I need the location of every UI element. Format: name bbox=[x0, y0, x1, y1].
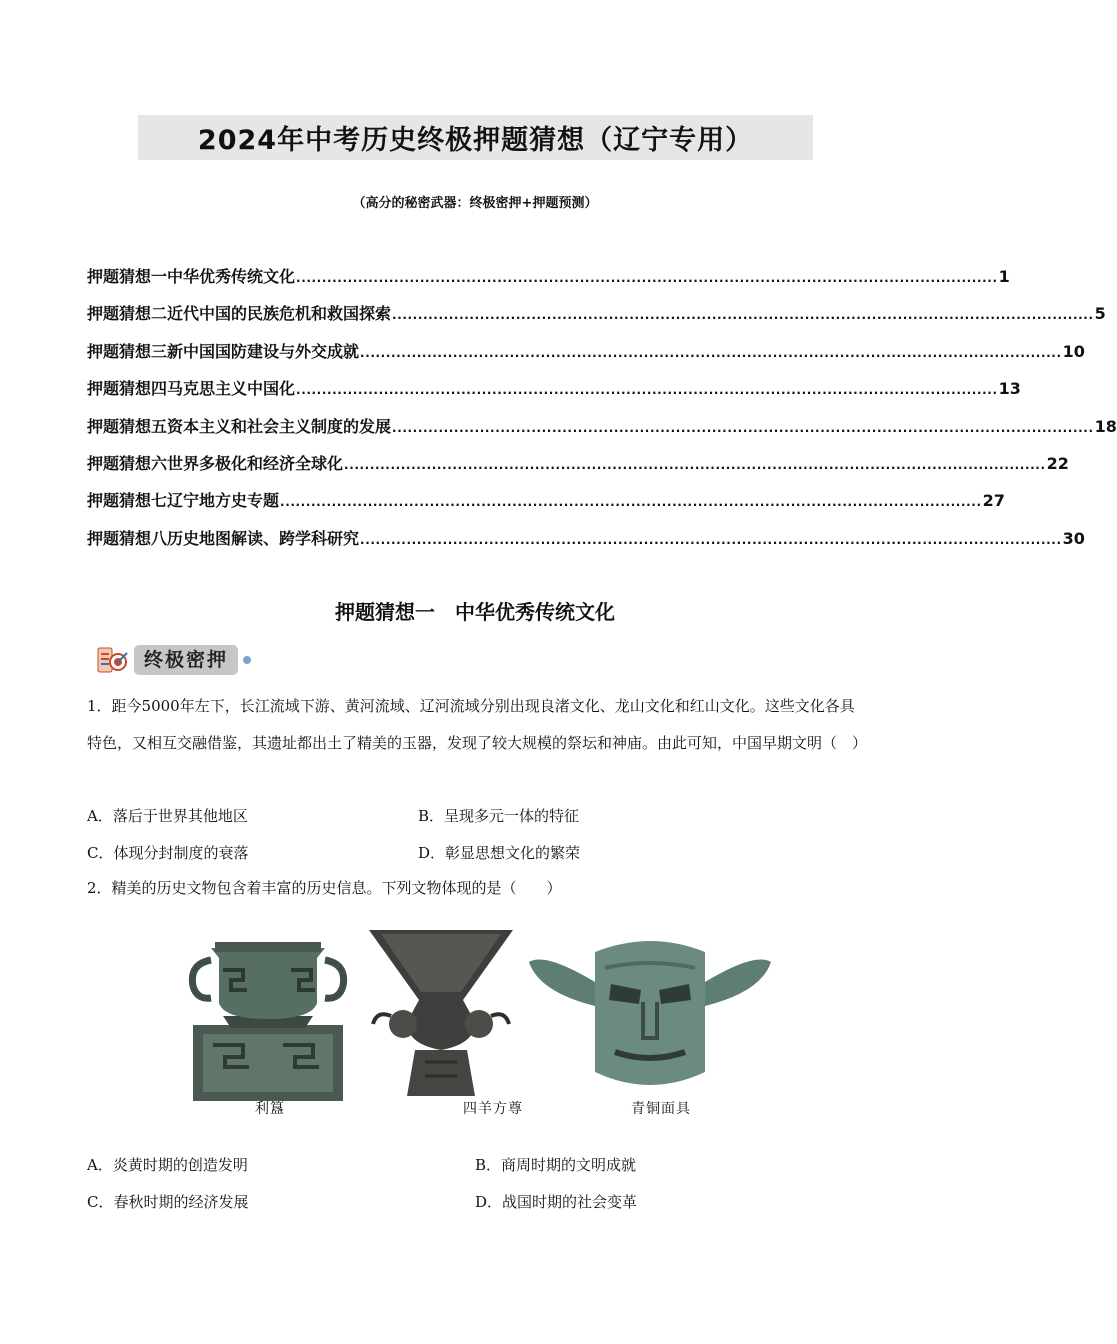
q2-option-d[interactable]: D．战国时期的社会变革 bbox=[475, 1193, 638, 1211]
q1-option-d[interactable]: D．彰显思想文化的繁荣 bbox=[418, 844, 581, 862]
li-gui-image bbox=[183, 930, 353, 1102]
toc-leader: ........................................................................................................................................ bbox=[392, 308, 1094, 323]
toc-label: 押题猜想七 bbox=[87, 491, 168, 511]
q2-option-c[interactable]: C．春秋时期的经济发展 bbox=[87, 1193, 249, 1211]
toc-page-number: 22 bbox=[1046, 453, 1069, 473]
q1-option-c[interactable]: C．体现分封制度的衰落 bbox=[87, 844, 249, 862]
toc-label: 押题猜想五 bbox=[87, 416, 168, 436]
question-2-stem: 2．精美的历史文物包含着丰富的历史信息。下列文物体现的是（ ） bbox=[87, 879, 562, 897]
toc-leader: ........................................................................................................................................ bbox=[360, 532, 1062, 547]
toc-page-number: 10 bbox=[1062, 341, 1085, 361]
toc-entry[interactable] bbox=[87, 414, 1117, 451]
toc-entry[interactable] bbox=[87, 264, 1010, 301]
table-of-contents bbox=[87, 264, 1117, 563]
toc-title: 辽宁地方史专题 bbox=[167, 491, 280, 511]
toc-leader: ........................................................................................................................................ bbox=[392, 420, 1094, 435]
toc-entry[interactable] bbox=[87, 526, 1085, 563]
q1-option-a[interactable]: A．落后于世界其他地区 bbox=[87, 807, 248, 825]
toc-label: 押题猜想一 bbox=[87, 267, 168, 286]
toc-title: 世界多极化和经济全球化 bbox=[167, 453, 344, 473]
toc-leader: ........................................................................................................................................ bbox=[296, 383, 998, 398]
target-icon bbox=[96, 645, 130, 675]
toc-page-number: 1 bbox=[998, 267, 1010, 286]
toc-title: 历史地图解读、跨学科研究 bbox=[167, 528, 360, 548]
section-badge bbox=[96, 642, 251, 678]
toc-page-number: 13 bbox=[998, 379, 1021, 399]
document-title: 2024年中考历史终极押题猜想（辽宁专用） bbox=[197, 125, 754, 156]
toc-leader: ........................................................................................................................................ bbox=[360, 345, 1062, 360]
caption-li-gui: 利簋 bbox=[255, 1101, 285, 1117]
artifact-figure bbox=[183, 920, 775, 1117]
toc-leader: ........................................................................................................................................ bbox=[280, 495, 982, 510]
toc-entry[interactable] bbox=[87, 451, 1069, 488]
q2-option-a[interactable]: A．炎黄时期的创造发明 bbox=[87, 1156, 248, 1174]
toc-title: 资本主义和社会主义制度的发展 bbox=[167, 416, 392, 436]
q2-option-b[interactable]: B．商周时期的文明成就 bbox=[475, 1156, 637, 1174]
question-1-stem: 1．距今5000年左下，长江流域下游、黄河流域、辽河流域分别出现良渚文化、龙山文化和红山文化。这些文化各具特色，又相互交融借鉴，其遗址都出土了精美的玉器，发现了较大规模的祭坛和神庙。由此可知，中国早期文明（ ） bbox=[87, 697, 868, 752]
toc-label: 押题猜想二 bbox=[87, 304, 168, 324]
toc-label: 押题猜想三 bbox=[87, 341, 168, 361]
toc-label: 押题猜想六 bbox=[87, 453, 168, 473]
title-banner bbox=[138, 115, 813, 160]
toc-page-number: 30 bbox=[1062, 528, 1085, 548]
four-ram-zun-image bbox=[361, 920, 521, 1100]
toc-entry[interactable] bbox=[87, 301, 1106, 338]
toc-entry[interactable] bbox=[87, 339, 1085, 376]
toc-title: 近代中国的民族危机和救国探索 bbox=[167, 304, 392, 324]
toc-page-number: 27 bbox=[982, 491, 1005, 511]
q1-option-b[interactable]: B．呈现多元一体的特征 bbox=[418, 807, 580, 825]
bronze-mask-image bbox=[525, 932, 775, 1094]
toc-leader: ........................................................................................................................................ bbox=[344, 457, 1046, 472]
caption-bronze-mask: 青铜面具 bbox=[631, 1101, 691, 1117]
badge-label: 终极密押 bbox=[134, 645, 238, 675]
document-subtitle: （高分的秘密武器：终极密押+押题预测） bbox=[352, 196, 598, 211]
caption-four-ram-zun: 四羊方尊 bbox=[463, 1101, 523, 1117]
toc-title: 新中国国防建设与外交成就 bbox=[167, 341, 360, 361]
toc-page-number: 5 bbox=[1094, 304, 1106, 324]
badge-dot bbox=[243, 656, 251, 664]
toc-label: 押题猜想四 bbox=[87, 379, 168, 399]
toc-leader: ........................................................................................................................................ bbox=[296, 271, 998, 285]
toc-title: 中华优秀传统文化 bbox=[167, 267, 296, 286]
toc-entry[interactable] bbox=[87, 376, 1021, 413]
toc-page-number: 18 bbox=[1094, 416, 1117, 436]
toc-label: 押题猜想八 bbox=[87, 528, 168, 548]
toc-title: 马克思主义中国化 bbox=[167, 379, 296, 399]
section-heading: 押题猜想一 中华优秀传统文化 bbox=[335, 600, 615, 624]
toc-entry[interactable] bbox=[87, 488, 1005, 525]
